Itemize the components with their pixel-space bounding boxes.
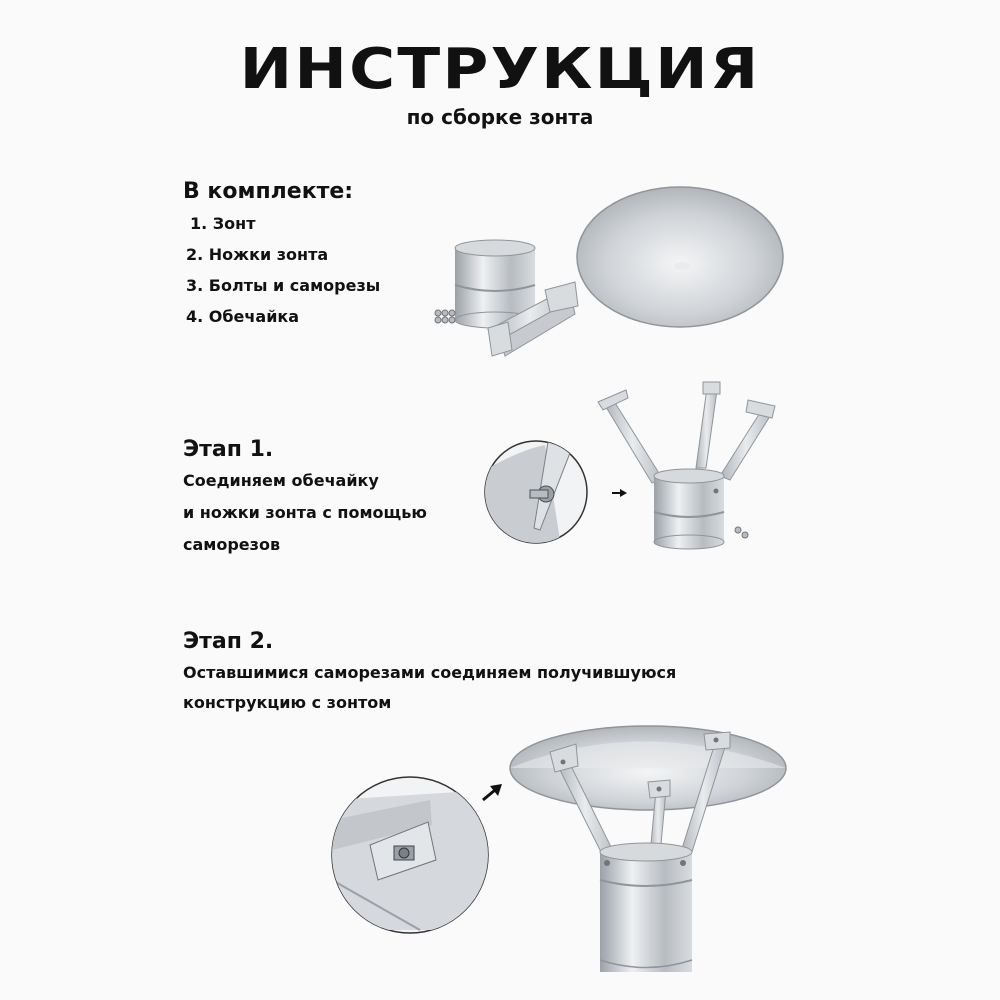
page-subtitle: по сборке зонта — [406, 105, 594, 129]
kit-item-bolts: 3. Болты и саморезы — [186, 276, 381, 295]
step2-line-2: конструкцию с зонтом — [183, 693, 392, 712]
kit-item-umbrella: 1. Зонт — [190, 214, 256, 233]
step1-heading: Этап 1. — [183, 437, 274, 462]
kit-item-ring: 4. Обечайка — [186, 307, 300, 326]
step2-zoom-detail — [332, 777, 490, 933]
step2-heading: Этап 2. — [183, 629, 274, 654]
step2-line-1: Оставшимися саморезами соединяем получившуюся — [183, 663, 677, 682]
page-title: ИНСТРУКЦИЯ — [239, 37, 761, 102]
step1-line-2: и ножки зонта с помощью — [183, 503, 427, 522]
kit-heading: В комплекте: — [183, 179, 354, 204]
step1-line-1: Соединяем обечайку — [183, 471, 379, 490]
arrow-up-right-icon — [483, 784, 502, 800]
step1-line-3: саморезов — [183, 535, 281, 554]
kit-item-legs: 2. Ножки зонта — [186, 245, 329, 264]
assembled-umbrella-image — [510, 726, 786, 972]
